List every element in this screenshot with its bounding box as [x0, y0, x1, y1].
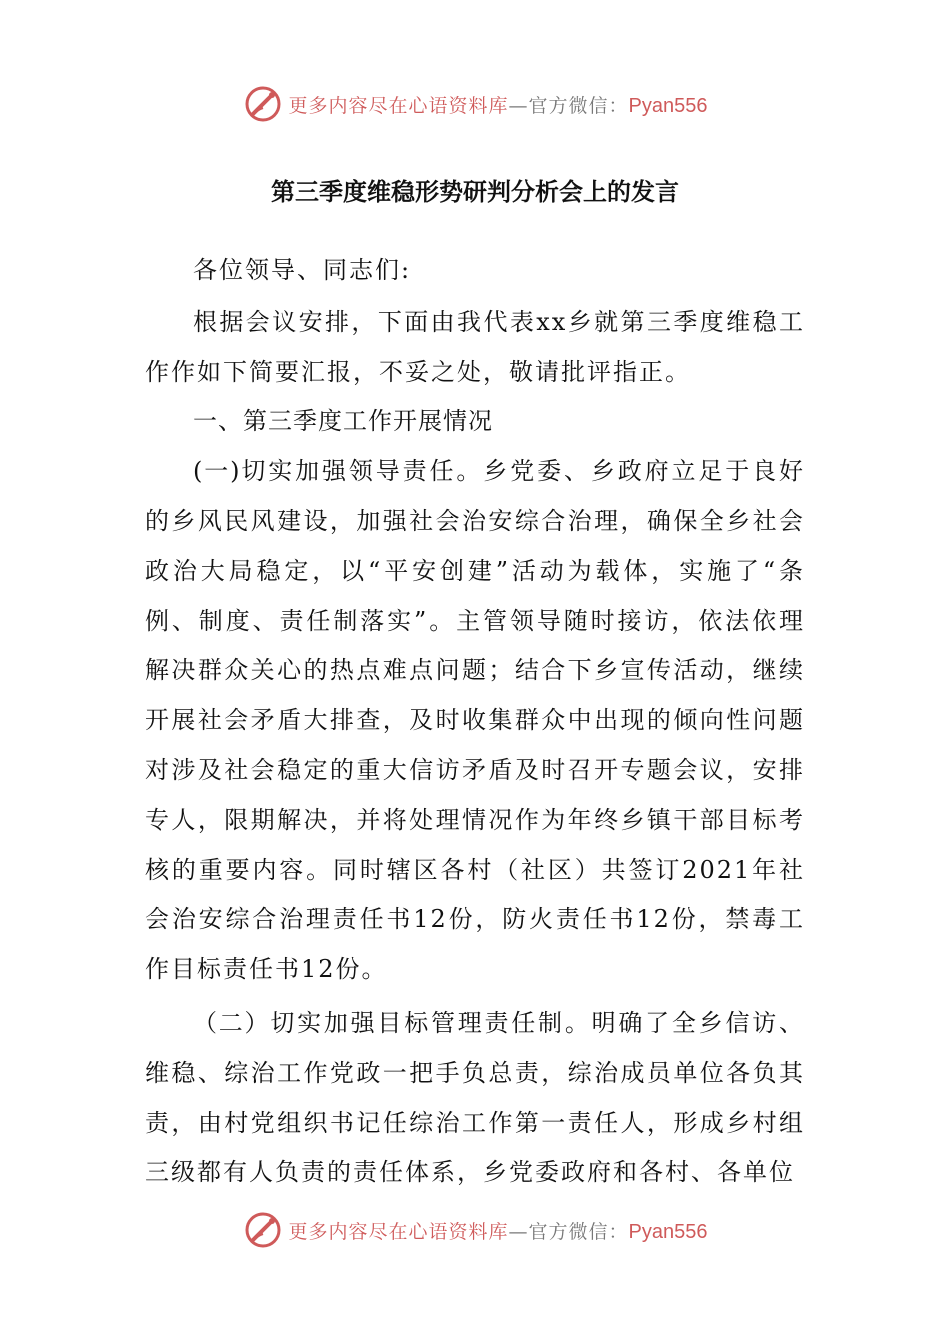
- subsection-1-paragraph: [145, 447, 805, 995]
- brush-circle-logo-icon: [243, 84, 283, 124]
- subsection-1-label: (一): [193, 457, 241, 486]
- header-banner: [0, 82, 950, 126]
- footer-banner-separator: —: [508, 1220, 529, 1243]
- header-banner-wechat-id: Pyan556: [628, 94, 708, 117]
- header-banner-text: [289, 91, 708, 118]
- document-body: [145, 246, 805, 1198]
- header-banner-separator: —: [508, 94, 529, 117]
- brush-circle-logo-icon: [243, 1210, 283, 1250]
- footer-banner-slogan: 更多内容尽在心语资料库: [288, 1220, 509, 1243]
- subsection-2-body: 切实加强目标管理责任制。明确了全乡信访、维稳、综治工作党政一把手负总责，综治成员单位各负其责，由村党组织书记任综治工作第一责任人，形成乡村组三级都有人负责的责任体系，乡党委政府和各村、各单位: [145, 1008, 806, 1187]
- footer-banner: [0, 1208, 950, 1252]
- document-title: 第三季度维稳形势研判分析会上的发言: [271, 177, 679, 206]
- header-banner-slogan: 更多内容尽在心语资料库: [288, 94, 509, 117]
- subsection-2-paragraph: [145, 999, 805, 1198]
- footer-banner-text: [289, 1217, 708, 1244]
- footer-banner-wechat-label: 官方微信：: [528, 1220, 629, 1243]
- subsection-2-label: （二）: [193, 1008, 271, 1037]
- header-banner-wechat-label: 官方微信：: [528, 94, 629, 117]
- intro-paragraph: 根据会议安排，下面由我代表xx乡就第三季度维稳工作作如下简要汇报，不妥之处，敬请批评指正。: [145, 307, 805, 386]
- subsection-1-body: 切实加强领导责任。乡党委、乡政府立足于良好的乡风民风建设，加强社会治安综合治理，确保全乡社会政治大局稳定，以“平安创建”活动为载体，实施了“条例、制度、责任制落实”。主管领导随时接访，依法依理解决群众关心的热点难点问题；结合下乡宣传活动，继续开展社会矛盾大排查，及时收集群众中出现的倾向性问题对涉及社会稳定的重大信访矛盾及时召开专题会议，安排专人，限期解决，并将处理情况作为年终乡镇干部目标考核的重要内容。同时辖区各村（社区）共签订2021年社会治安综合治理责任书12份，防火责任书12份，禁毒工作目标责任书12份。: [145, 457, 806, 984]
- section-heading-1: 一、第三季度工作开展情况: [193, 407, 493, 436]
- greeting: 各位领导、同志们:: [193, 256, 412, 284]
- footer-banner-wechat-id: Pyan556: [628, 1220, 708, 1243]
